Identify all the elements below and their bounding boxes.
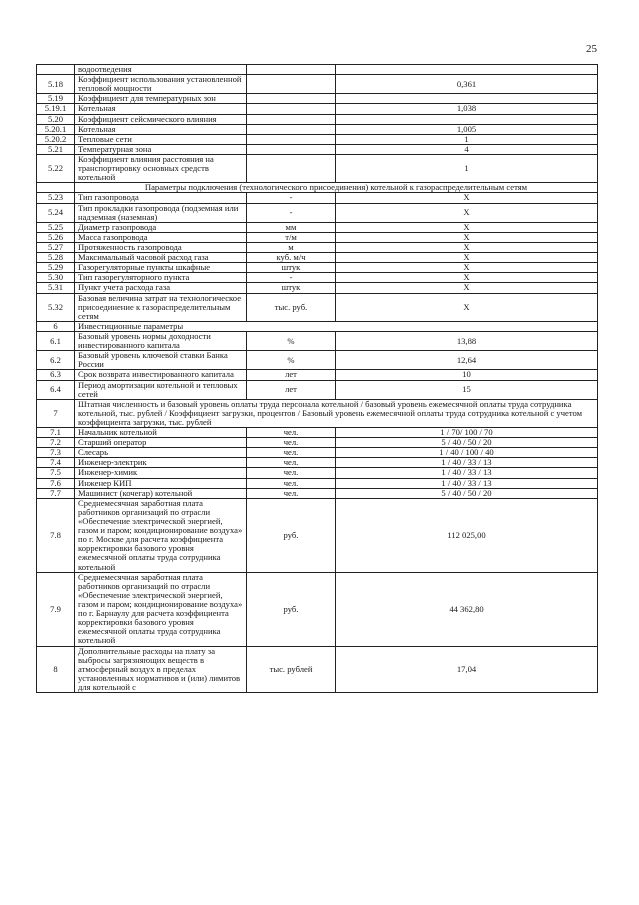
table-row (37, 263, 598, 273)
table-row (37, 242, 598, 252)
table-row (37, 65, 598, 75)
row-number-cell: 7.5 (37, 468, 75, 478)
table-row (37, 488, 598, 498)
value-cell: 13,88 (336, 331, 598, 350)
page-number: 25 (586, 43, 597, 55)
parameter-name-cell: Котельная (75, 104, 247, 114)
parameter-name-cell: Масса газопровода (75, 232, 247, 242)
unit-cell: % (247, 351, 336, 370)
value-cell: X (336, 193, 598, 203)
row-number-cell: 5.28 (37, 253, 75, 263)
section-header-row (37, 321, 598, 331)
row-number-cell: 5.22 (37, 154, 75, 182)
value-cell: 10 (336, 370, 598, 380)
parameters-table-body (37, 65, 598, 693)
unit-cell: - (247, 203, 336, 222)
unit-cell: штук (247, 283, 336, 293)
row-number-cell: 6.2 (37, 351, 75, 370)
table-row (37, 438, 598, 448)
unit-cell (247, 75, 336, 94)
parameter-name-cell: Среднемесячная заработная плата работников организаций по отрасли «Обеспечение электрической энергией, газом и паром; кондиционирование воздуха» по г. Барнаулу для расчета коэффициента корректировки базового уровня ежемесячной оплаты труда сотрудника котельной (75, 572, 247, 646)
section-header-cell: Параметры подключения (технологического присоединения) котельной к газораспределительным сетям (75, 183, 598, 193)
parameter-name-cell: Инженер-электрик (75, 458, 247, 468)
row-number-cell: 7.7 (37, 488, 75, 498)
table-row (37, 428, 598, 438)
table-row (37, 193, 598, 203)
parameter-name-cell: водоотведения (75, 65, 247, 75)
value-cell (336, 65, 598, 75)
value-cell: X (336, 242, 598, 252)
row-number-cell: 7.8 (37, 498, 75, 572)
row-number-cell: 6.1 (37, 331, 75, 350)
parameter-name-cell: Базовая величина затрат на технологическое присоединение к газораспределительным сетям (75, 293, 247, 321)
value-cell: X (336, 293, 598, 321)
value-cell: X (336, 203, 598, 222)
unit-cell: чел. (247, 468, 336, 478)
parameter-name-cell: Газорегуляторные пункты шкафные (75, 263, 247, 273)
row-number-cell: 6 (37, 321, 75, 331)
unit-cell: - (247, 193, 336, 203)
section-header-cell: Инвестиционные параметры (75, 321, 598, 331)
parameter-name-cell: Протяженность газопровода (75, 242, 247, 252)
value-cell: 1 / 40 / 33 / 13 (336, 478, 598, 488)
table-row (37, 646, 598, 693)
table-row (37, 283, 598, 293)
parameter-name-cell: Начальник котельной (75, 428, 247, 438)
value-cell: 5 / 40 / 50 / 20 (336, 488, 598, 498)
unit-cell: чел. (247, 428, 336, 438)
parameter-name-cell: Среднемесячная заработная плата работников организаций по отрасли «Обеспечение электрической энергией, газом и паром; кондиционирование воздуха» по г. Москве для расчета коэффициента корректировки базового уровня ежемесячной оплаты труда сотрудника котельной (75, 498, 247, 572)
table-row (37, 468, 598, 478)
table-row (37, 232, 598, 242)
unit-cell: чел. (247, 448, 336, 458)
unit-cell: штук (247, 263, 336, 273)
table-row (37, 498, 598, 572)
parameter-name-cell: Тип газорегуляторного пункта (75, 273, 247, 283)
parameter-name-cell: Коэффициент для температурных зон (75, 94, 247, 104)
unit-cell (247, 94, 336, 104)
row-number-cell: 6.4 (37, 380, 75, 399)
value-cell: X (336, 253, 598, 263)
row-number-cell: 5.31 (37, 283, 75, 293)
value-cell: 17,04 (336, 646, 598, 693)
row-number-cell: 5.24 (37, 203, 75, 222)
row-number-cell: 5.30 (37, 273, 75, 283)
unit-cell: чел. (247, 458, 336, 468)
parameter-name-cell: Старший оператор (75, 438, 247, 448)
unit-cell: лет (247, 370, 336, 380)
value-cell: 0,361 (336, 75, 598, 94)
table-row (37, 104, 598, 114)
row-number-cell: 5.19 (37, 94, 75, 104)
row-number-cell: 5.21 (37, 144, 75, 154)
table-row (37, 370, 598, 380)
value-cell: 15 (336, 380, 598, 399)
parameter-name-cell: Тип прокладки газопровода (подземная или надземная (наземная) (75, 203, 247, 222)
table-row (37, 572, 598, 646)
parameter-name-cell: Коэффициент сейсмического влияния (75, 114, 247, 124)
row-number-cell (37, 65, 75, 75)
parameter-name-cell: Диаметр газопровода (75, 222, 247, 232)
unit-cell (247, 144, 336, 154)
row-number-cell (37, 183, 75, 193)
unit-cell (247, 134, 336, 144)
parameters-table (36, 64, 598, 693)
value-cell: X (336, 232, 598, 242)
unit-cell: т/м (247, 232, 336, 242)
unit-cell (247, 154, 336, 182)
parameter-name-cell: Слесарь (75, 448, 247, 458)
row-number-cell: 5.20 (37, 114, 75, 124)
table-row (37, 351, 598, 370)
row-number-cell: 5.18 (37, 75, 75, 94)
parameter-name-cell: Коэффициент использования установленной тепловой мощности (75, 75, 247, 94)
row-number-cell: 7.4 (37, 458, 75, 468)
parameter-name-cell: Максимальный часовой расход газа (75, 253, 247, 263)
unit-cell (247, 114, 336, 124)
parameter-name-cell: Коэффициент влияния расстояния на транспортировку основных средств котельной (75, 154, 247, 182)
unit-cell: куб. м/ч (247, 253, 336, 263)
unit-cell: лет (247, 380, 336, 399)
row-number-cell: 5.26 (37, 232, 75, 242)
unit-cell: чел. (247, 488, 336, 498)
value-cell: 1 / 40 / 33 / 13 (336, 458, 598, 468)
value-cell: 4 (336, 144, 598, 154)
table-row (37, 448, 598, 458)
row-number-cell: 5.32 (37, 293, 75, 321)
value-cell: X (336, 283, 598, 293)
value-cell: X (336, 273, 598, 283)
row-number-cell: 7.2 (37, 438, 75, 448)
row-number-cell: 6.3 (37, 370, 75, 380)
value-cell: X (336, 263, 598, 273)
table-row (37, 273, 598, 283)
table-row (37, 94, 598, 104)
value-cell: 1,005 (336, 124, 598, 134)
value-cell: 1 (336, 154, 598, 182)
section-header-row (37, 399, 598, 427)
unit-cell: м (247, 242, 336, 252)
table-row (37, 458, 598, 468)
row-number-cell: 5.20.1 (37, 124, 75, 134)
value-cell: 112 025,00 (336, 498, 598, 572)
row-number-cell: 5.25 (37, 222, 75, 232)
parameter-name-cell: Базовый уровень ключевой ставки Банка России (75, 351, 247, 370)
row-number-cell: 5.27 (37, 242, 75, 252)
unit-cell: мм (247, 222, 336, 232)
table-row (37, 253, 598, 263)
unit-cell: руб. (247, 572, 336, 646)
value-cell: 1 / 70/ 100 / 70 (336, 428, 598, 438)
unit-cell: тыс. руб. (247, 293, 336, 321)
row-number-cell: 7.9 (37, 572, 75, 646)
section-header-cell: Штатная численность и базовый уровень оплаты труда персонала котельной / базовый уровень ежемесячной оплаты труда сотрудника котельной, тыс. рублей / Коэффициент загрузки, процентов / Базовый уровень ежемесячной оплаты труда сотрудника котельной с учетом коэффициента загрузки, тыс. рублей (75, 399, 598, 427)
value-cell: 1,038 (336, 104, 598, 114)
parameter-name-cell: Машинист (кочегар) котельной (75, 488, 247, 498)
row-number-cell: 5.23 (37, 193, 75, 203)
row-number-cell: 5.29 (37, 263, 75, 273)
parameter-name-cell: Пункт учета расхода газа (75, 283, 247, 293)
parameter-name-cell: Инженер КИП (75, 478, 247, 488)
unit-cell (247, 65, 336, 75)
parameter-name-cell: Тип газопровода (75, 193, 247, 203)
table-row (37, 380, 598, 399)
parameter-name-cell: Базовый уровень нормы доходности инвестированного капитала (75, 331, 247, 350)
table-row (37, 293, 598, 321)
value-cell: X (336, 222, 598, 232)
unit-cell: тыс. рублей (247, 646, 336, 693)
table-row (37, 75, 598, 94)
value-cell: 12,64 (336, 351, 598, 370)
parameter-name-cell: Срок возврата инвестированного капитала (75, 370, 247, 380)
value-cell (336, 94, 598, 104)
value-cell: 1 (336, 134, 598, 144)
unit-cell (247, 104, 336, 114)
unit-cell: чел. (247, 478, 336, 488)
parameter-name-cell: Котельная (75, 124, 247, 134)
table-row (37, 154, 598, 182)
row-number-cell: 7.3 (37, 448, 75, 458)
unit-cell: - (247, 273, 336, 283)
parameter-name-cell: Дополнительные расходы на плату за выбросы загрязняющих веществ в атмосферный воздух в пределах установленных нормативов и (или) лимитов для котельной с (75, 646, 247, 693)
table-row (37, 144, 598, 154)
row-number-cell: 5.19.1 (37, 104, 75, 114)
row-number-cell: 8 (37, 646, 75, 693)
parameter-name-cell: Инженер-химик (75, 468, 247, 478)
unit-cell (247, 124, 336, 134)
unit-cell: руб. (247, 498, 336, 572)
value-cell (336, 114, 598, 124)
table-row (37, 203, 598, 222)
row-number-cell: 7 (37, 399, 75, 427)
parameter-name-cell: Период амортизации котельной и тепловых сетей (75, 380, 247, 399)
table-row (37, 222, 598, 232)
section-header-row (37, 183, 598, 193)
value-cell: 1 / 40 / 100 / 40 (336, 448, 598, 458)
value-cell: 44 362,80 (336, 572, 598, 646)
unit-cell: чел. (247, 438, 336, 448)
parameter-name-cell: Тепловые сети (75, 134, 247, 144)
table-row (37, 331, 598, 350)
parameter-name-cell: Температурная зона (75, 144, 247, 154)
row-number-cell: 7.1 (37, 428, 75, 438)
table-row (37, 478, 598, 488)
table-row (37, 114, 598, 124)
table-row (37, 124, 598, 134)
row-number-cell: 5.20.2 (37, 134, 75, 144)
value-cell: 1 / 40 / 33 / 13 (336, 468, 598, 478)
value-cell: 5 / 40 / 50 / 20 (336, 438, 598, 448)
table-row (37, 134, 598, 144)
unit-cell: % (247, 331, 336, 350)
row-number-cell: 7.6 (37, 478, 75, 488)
